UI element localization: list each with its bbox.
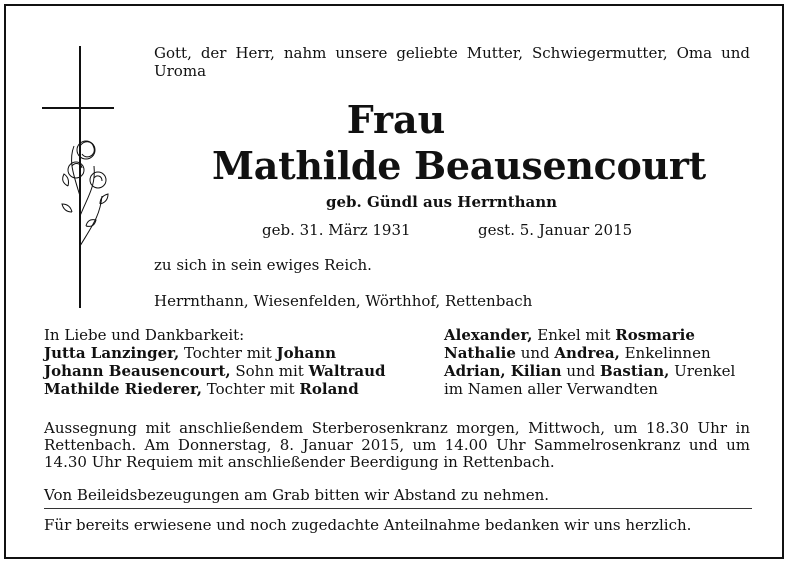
mourner-line: Alexander, Enkel mit Rosmarie (444, 326, 695, 344)
mourner-line: im Namen aller Verwandten (444, 380, 658, 398)
death-date: gest. 5. Januar 2015 (478, 221, 633, 239)
mourner-line: Adrian, Kilian und Bastian, Urenkel (444, 362, 736, 380)
thanks-text: Für bereits erwiesene und noch zugedachte Anteilnahme bedanken wir uns herzlich. (44, 516, 692, 534)
intro-text: Gott, der Herr, nahm unsere geliebte Mutter, Schwiegermutter, Oma und Uroma (154, 44, 750, 80)
mourner-line: Mathilde Riederer, Tochter mit Roland (44, 380, 359, 398)
service-info: Aussegnung mit anschließendem Sterberosenkranz morgen, Mittwoch, um 18.30 Uhr in Rettenbach. Am Donnerstag, 8. Januar 2015, um 14.00 Uhr Sammelrosenkranz und um 14.30 Uhr Requiem mit anschließender Beerdigung in Rettenbach. (44, 419, 750, 471)
mourner-line: In Liebe und Dankbarkeit: (44, 326, 245, 344)
mourners-right (444, 326, 735, 398)
mourners-left (44, 326, 386, 398)
reich-text: zu sich in sein ewiges Reich. (154, 256, 372, 274)
maiden-name: geb. Gündl aus Herrnthann (326, 193, 558, 211)
mourner-line: Nathalie und Andrea, Enkelinnen (444, 344, 711, 362)
places-text: Herrnthann, Wiesenfelden, Wörthhof, Rettenbach (154, 292, 533, 310)
birth-date: geb. 31. März 1931 (262, 221, 411, 239)
deceased-name: Mathilde Beausencourt (212, 143, 706, 188)
condolence-note: Von Beileidsbezeugungen am Grab bitten wir Abstand zu nehmen. (44, 486, 550, 504)
salutation: Frau (346, 97, 446, 142)
obituary-notice (4, 4, 784, 559)
mourner-line: Johann Beausencourt, Sohn mit Waltraud (44, 362, 386, 380)
mourner-line: Jutta Lanzinger, Tochter mit Johann (44, 344, 337, 362)
divider (44, 508, 752, 509)
